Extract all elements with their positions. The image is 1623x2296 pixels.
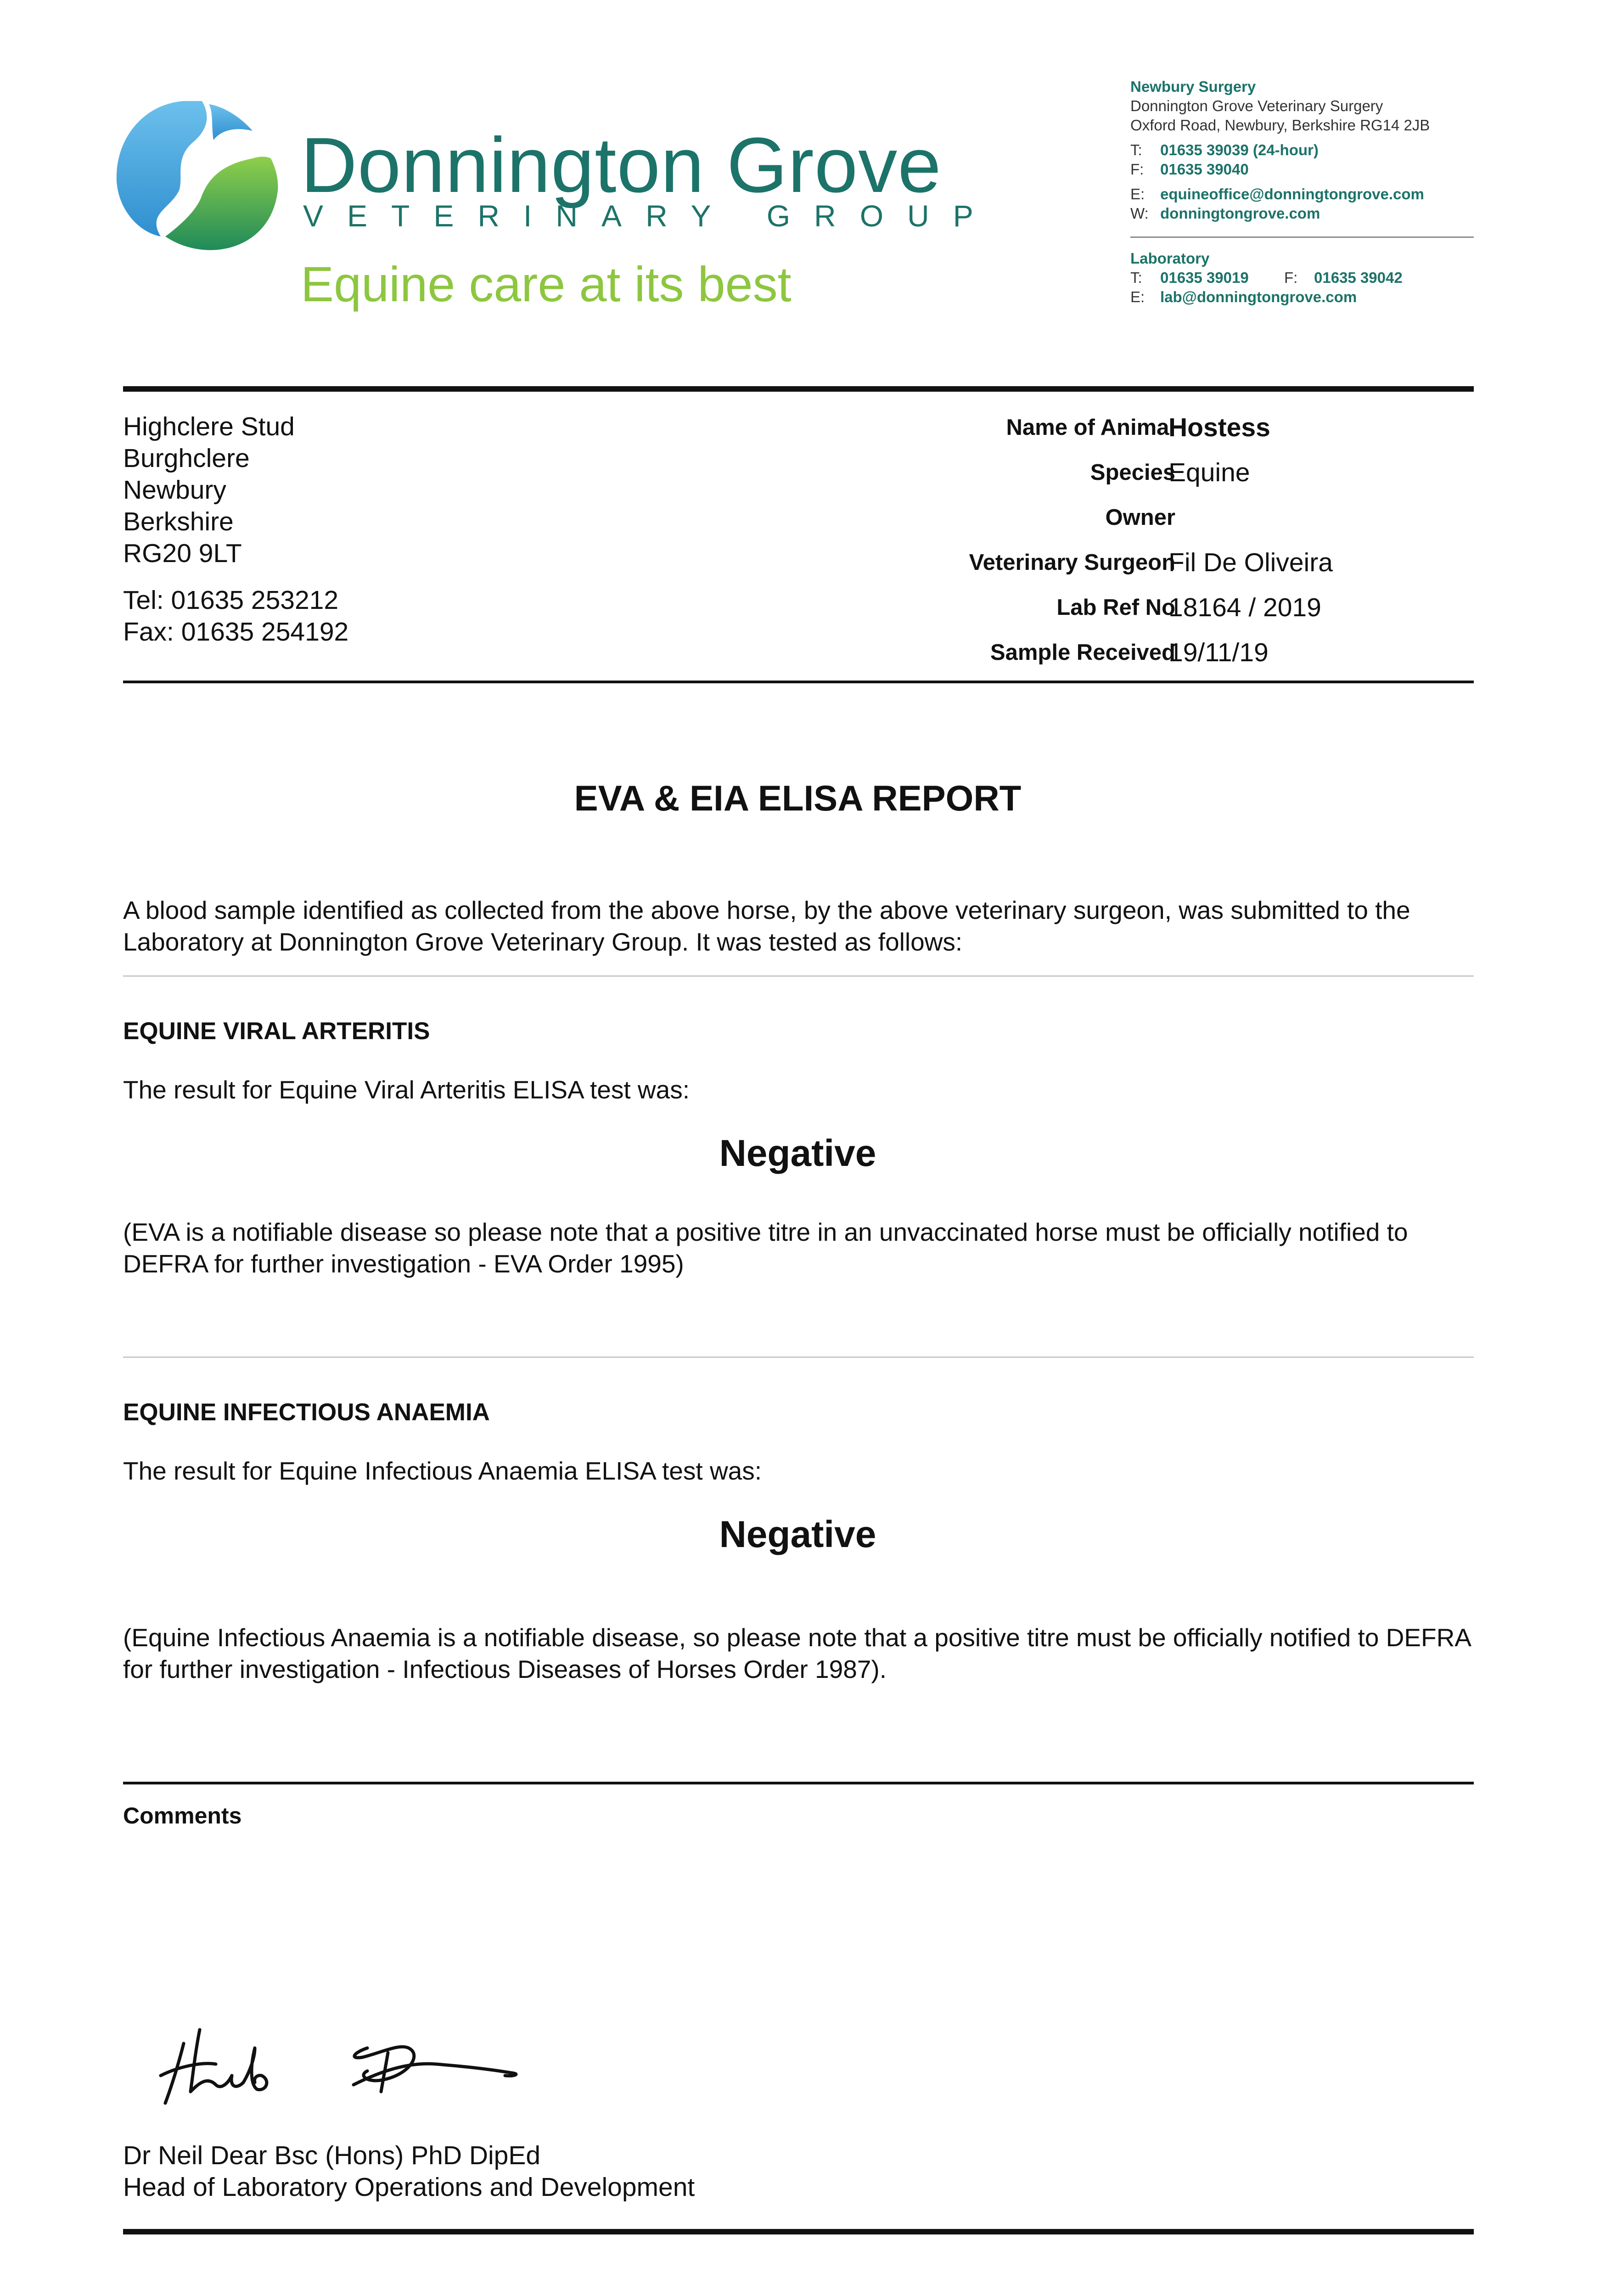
comments-divider — [123, 1782, 1474, 1784]
surgery-phone[interactable]: 01635 39039 (24-hour) — [1160, 141, 1319, 158]
lab-ref-value: 18164 / 2019 — [1168, 593, 1321, 622]
lab-email-link[interactable]: lab@donningtongrove.com — [1160, 288, 1357, 305]
eva-result: Negative — [719, 1132, 876, 1174]
lab-ref-label: Lab Ref No — [1056, 595, 1175, 620]
lab-phone-key: T: — [1130, 269, 1142, 286]
comments-label: Comments — [123, 1803, 242, 1829]
surgery-email-key: E: — [1130, 186, 1145, 203]
intro-divider — [123, 975, 1474, 977]
address-line: Newbury — [123, 475, 226, 505]
laboratory-heading: Laboratory — [1130, 250, 1210, 267]
eva-lead: The result for Equine Viral Arteritis ELISA test was: — [123, 1075, 690, 1104]
address-line: Highclere Stud — [123, 412, 295, 441]
horse-head-logo-icon — [115, 99, 280, 264]
signatory-name: Dr Neil Dear Bsc (Hons) PhD DipEd — [123, 2141, 541, 2170]
brand-tagline: Equine care at its best — [301, 256, 792, 312]
species-value: Equine — [1168, 458, 1250, 487]
recipient-address — [123, 411, 348, 648]
report-title: EVA & EIA ELISA REPORT — [574, 778, 1022, 818]
header-divider — [123, 386, 1474, 392]
animal-name-label: Name of Animal — [1006, 415, 1175, 440]
details-divider — [123, 681, 1474, 683]
recipient-fax: Fax: 01635 254192 — [123, 617, 349, 647]
signatory-role: Head of Laboratory Operations and Development — [123, 2172, 695, 2202]
signature-image — [152, 2016, 533, 2112]
surgery-fax-key: F: — [1130, 161, 1144, 178]
sample-received-value: 19/11/19 — [1168, 638, 1269, 667]
signatory-block — [123, 2140, 695, 2203]
eva-heading: EQUINE VIRAL ARTERITIS — [123, 1018, 430, 1045]
surgery-heading: Newbury Surgery — [1130, 78, 1256, 95]
surgery-address: Oxford Road, Newbury, Berkshire RG14 2JB — [1130, 117, 1430, 134]
address-line: Burghclere — [123, 444, 250, 473]
surgery-fax: 01635 39040 — [1160, 161, 1249, 178]
lab-phone[interactable]: 01635 39019 — [1160, 269, 1249, 286]
species-label: Species — [1090, 460, 1175, 485]
recipient-tel: Tel: 01635 253212 — [123, 585, 339, 615]
brand-group-subtitle: VETERINARY GROUP — [303, 199, 997, 233]
address-line: Berkshire — [123, 507, 234, 536]
owner-label: Owner — [1105, 505, 1175, 530]
eva-divider — [123, 1356, 1474, 1358]
eia-heading: EQUINE INFECTIOUS ANAEMIA — [123, 1399, 490, 1426]
lab-email-key: E: — [1130, 288, 1145, 305]
surgery-contact-block — [1130, 77, 1430, 223]
lab-fax-key: F: — [1284, 269, 1298, 286]
surgery-web-link[interactable]: donningtongrove.com — [1160, 205, 1320, 222]
surgery-name: Donnington Grove Veterinary Surgery — [1130, 97, 1383, 114]
contact-divider — [1130, 236, 1474, 238]
surgery-email-link[interactable]: equineoffice@donningtongrove.com — [1160, 186, 1424, 203]
eia-note: (Equine Infectious Anaemia is a notifiable disease, so please note that a positive titre must be officially notified to DEFRA for further investigation - Infectious Diseases of Horses Order 1987). — [123, 1623, 1470, 1683]
eia-lead: The result for Equine Infectious Anaemia ELISA test was: — [123, 1457, 762, 1485]
address-line: RG20 9LT — [123, 539, 242, 568]
surgeon-label: Veterinary Surgeon — [969, 550, 1175, 575]
eia-result: Negative — [719, 1514, 876, 1555]
surgery-web-key: W: — [1130, 205, 1149, 222]
sample-received-label: Sample Received — [990, 640, 1175, 665]
report-intro: A blood sample identified as collected from the above horse, by the above veterinary surgeon, was submitted to the Laboratory at Donnington Grove Veterinary Group. It was tested as follows: — [123, 896, 1410, 956]
surgery-phone-key: T: — [1130, 141, 1142, 158]
surgeon-value: Fil De Oliveira — [1168, 548, 1333, 577]
eva-note: (EVA is a notifiable disease so please note that a positive titre in an unvaccinated horse must be officially notified to DEFRA for further investigation - EVA Order 1995) — [123, 1218, 1408, 1278]
footer-divider — [123, 2229, 1474, 2234]
lab-fax: 01635 39042 — [1314, 269, 1403, 286]
animal-name-value: Hostess — [1168, 413, 1270, 442]
brand-name: Donnington Grove — [301, 122, 942, 209]
laboratory-contact-block — [1130, 249, 1403, 307]
